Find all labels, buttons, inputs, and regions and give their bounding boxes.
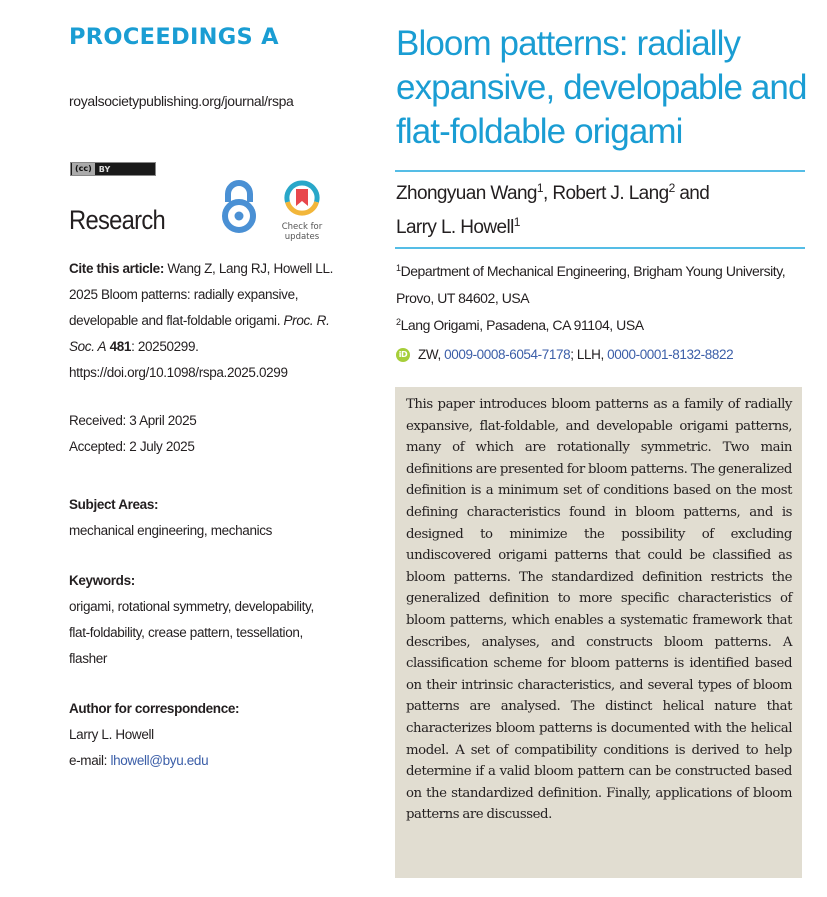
subject-areas-value: mechanical engineering, mechanics <box>69 523 273 538</box>
keywords-line2: flat-foldability, crease pattern, tessellation, <box>69 625 303 640</box>
affiliation-number: 1 <box>396 263 401 273</box>
journal-name: PROCEEDINGS A <box>69 24 279 50</box>
orcid-link[interactable]: 0000-0001-8132-8822 <box>607 347 734 362</box>
orcid-icon: iD <box>396 348 410 362</box>
keywords-line1: origami, rotational symmetry, developability, <box>69 599 314 614</box>
author-separator: , <box>542 183 553 204</box>
affiliation-number: 2 <box>396 317 401 327</box>
check-for-updates-button[interactable] <box>279 180 325 242</box>
affiliation-marker: 1 <box>536 181 543 195</box>
email-label: e-mail: <box>69 753 111 768</box>
citation-volume: 481 <box>109 339 132 354</box>
orcid-separator: ; <box>570 347 577 362</box>
dates-block <box>69 408 196 460</box>
title-line1: Bloom patterns: radially <box>396 24 741 63</box>
orcid-link[interactable]: 0009-0008-6054-7178 <box>444 347 571 362</box>
keywords-label: Keywords: <box>69 573 135 588</box>
affiliation-line: Department of Mechanical Engineering, Brigham Young University, <box>400 263 786 279</box>
correspondence-block <box>69 696 239 774</box>
title-line2: expansive, developable and <box>396 68 807 107</box>
author-name[interactable]: Zhongyuan Wang <box>396 183 537 204</box>
abstract-text: This paper introduces bloom patterns as a family of radially expansive, flat-foldable, and developable origami patterns, many of which are rotationally symmetric. Two main definitions are presented for bloom patterns. The generalized definition is a minimum set of conditions based on the most defining characteristics found in bloom patterns, and is designed to minimize the possibility of excluding undiscovered origami patterns that could be classified as bloom patterns. The standardized definition restricts the generalized definition to more specific characteristics of bloom patterns, which enables a systematic framework that describes, analyses, and constructs bloom patterns. A classification scheme for bloom patterns is identified based on their intrinsic characteristics, and several types of bloom patterns are analysed. The distinct helical nature that characterizes bloom patterns is documented with the helical model. A set of compatibility conditions is derived to help determine if a valid bloom pattern can be constructed based on the standardized definition. Finally, applications of bloom patterns are discussed. <box>406 397 792 823</box>
affiliation-line: Provo, UT 84602, USA <box>396 290 530 306</box>
authors-divider <box>395 247 805 249</box>
article-type-label: Research <box>69 205 166 235</box>
cc-by-license-badge[interactable] <box>70 162 156 176</box>
keywords-block <box>69 568 349 672</box>
citation-article-number: : 20250299. <box>131 339 199 354</box>
journal-url[interactable]: royalsocietypublishing.org/journal/rspa <box>69 93 294 109</box>
citation-journal-part1: Proc. R. <box>283 313 330 328</box>
citation-doi-link[interactable]: https://doi.org/10.1098/rspa.2025.0299 <box>69 365 288 380</box>
author-separator: and <box>674 183 710 204</box>
affiliation-line: Lang Origami, Pasadena, CA 91104, USA <box>400 317 644 333</box>
citation-label: Cite this article: <box>69 261 164 276</box>
citation-block <box>69 256 359 386</box>
citation-line3: developable and flat-foldable origami. <box>69 313 281 328</box>
citation-authors: Wang Z, Lang RJ, Howell LL. <box>167 261 334 276</box>
subject-areas-block <box>69 492 272 544</box>
correspondence-label: Author for correspondence: <box>69 701 240 716</box>
citation-journal-part2: Soc. A <box>69 339 107 354</box>
affiliation-marker: 2 <box>668 181 675 195</box>
orcid-initials: LLH, <box>576 347 608 362</box>
affiliations <box>396 258 826 339</box>
cc-icon: (cc) <box>72 163 95 175</box>
check-for-updates-line2: updates <box>284 232 320 242</box>
correspondence-name: Larry L. Howell <box>69 727 154 742</box>
citation-line2: 2025 Bloom patterns: radially expansive, <box>69 287 299 302</box>
check-for-updates-line1: Check for <box>281 222 323 232</box>
received-date: Received: 3 April 2025 <box>69 413 197 428</box>
email-link[interactable]: lhowell@byu.edu <box>110 753 209 768</box>
by-label: BY <box>98 164 111 174</box>
abstract-box <box>395 387 802 878</box>
orcid-line <box>396 347 733 362</box>
author-name[interactable]: Larry L. Howell <box>396 217 514 238</box>
title-divider <box>395 170 805 172</box>
affiliation-marker: 1 <box>513 215 520 229</box>
author-list <box>396 177 709 245</box>
accepted-date: Accepted: 2 July 2025 <box>69 439 195 454</box>
title-line3: flat-foldable origami <box>396 112 683 151</box>
open-access-icon <box>220 178 258 239</box>
orcid-initials: ZW, <box>418 347 445 362</box>
subject-areas-label: Subject Areas: <box>69 497 159 512</box>
keywords-line3: flasher <box>69 651 108 666</box>
article-title <box>396 22 816 154</box>
author-name[interactable]: Robert J. Lang <box>552 183 669 204</box>
check-for-updates-icon <box>284 180 320 216</box>
